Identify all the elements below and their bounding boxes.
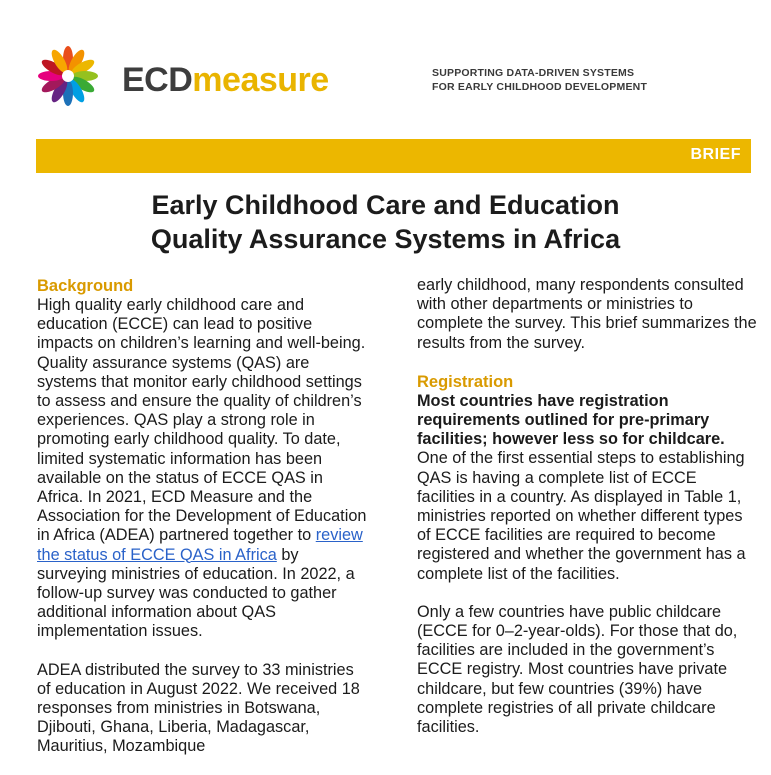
flower-logo-icon bbox=[36, 44, 100, 108]
brand-name-ecd: ECD bbox=[122, 61, 193, 99]
brand-name-measure: measure bbox=[192, 61, 329, 99]
title-line-1: Early Childhood Care and Education bbox=[151, 190, 620, 220]
right-column bbox=[417, 276, 757, 737]
tagline-line-1: SUPPORTING DATA-DRIVEN SYSTEMS bbox=[432, 67, 635, 79]
tagline-line-2: FOR EARLY CHILDHOOD DEVELOPMENT bbox=[432, 81, 648, 93]
brand-tagline bbox=[432, 66, 647, 94]
brand-wordmark bbox=[122, 60, 329, 100]
continued-paragraph: early childhood, many respondents consulted with other departments or ministries to complete the survey. This brief summarizes the results from the survey. bbox=[417, 276, 757, 352]
background-paragraph-1 bbox=[37, 296, 367, 642]
registration-paragraph-2: Only a few countries have public childcare (ECCE for 0–2-year-olds). For those that do, facilities are included in the government’s ECCE registry. Most countries have private childcare, but few countries (39%) have complete registries of all private childcare facilities. bbox=[417, 602, 738, 737]
registration-heading: Registration bbox=[417, 372, 514, 391]
background-heading: Background bbox=[37, 277, 134, 295]
document-header bbox=[0, 0, 771, 140]
brief-label: BRIEF bbox=[690, 146, 741, 163]
review-status-link[interactable]: review the status of ECCE QAS in Africa bbox=[37, 526, 363, 564]
para1-text-after-link: by surveying ministries of education. In 2022, a follow-up survey was conducted to gather additional information about QAS implementation issues. bbox=[37, 545, 355, 641]
left-column bbox=[37, 276, 367, 757]
background-paragraph-2: ADEA distributed the survey to 33 ministries of education in August 2022. We received 18 responses from ministries in Botswana, Djibouti, Ghana, Liberia, Madagascar, Mauritius, Mozambique bbox=[37, 660, 360, 756]
page-title bbox=[0, 188, 771, 256]
brief-banner bbox=[36, 139, 751, 173]
registration-paragraph-1: One of the first essential steps to establishing QAS is having a complete list of ECCE facilities in a country. As displayed in Table 1, ministries reported on whether different types of ECCE facilities are required to become registered and whether the government has a complete list of the facilities. bbox=[417, 449, 746, 583]
para1-text-before-link: High quality early childhood care and education (ECCE) can lead to positive impacts on children’s learning and well-being. Quality assurance systems (QAS) are systems that monitor early childhood settings to assess and ensure the quality of children’s experiences. QAS play a strong role in promoting early childhood quality. To date, limited systematic information has been available on the status of ECCE QAS in Africa. In 2021, ECD Measure and the Association for the Development of Education in Africa (ADEA) partnered together to bbox=[37, 296, 367, 545]
title-line-2: Quality Assurance Systems in Africa bbox=[150, 224, 621, 254]
registration-bold-lead: Most countries have registration requirements outlined for pre-primary facilities; however less so for childcare. bbox=[417, 391, 725, 449]
